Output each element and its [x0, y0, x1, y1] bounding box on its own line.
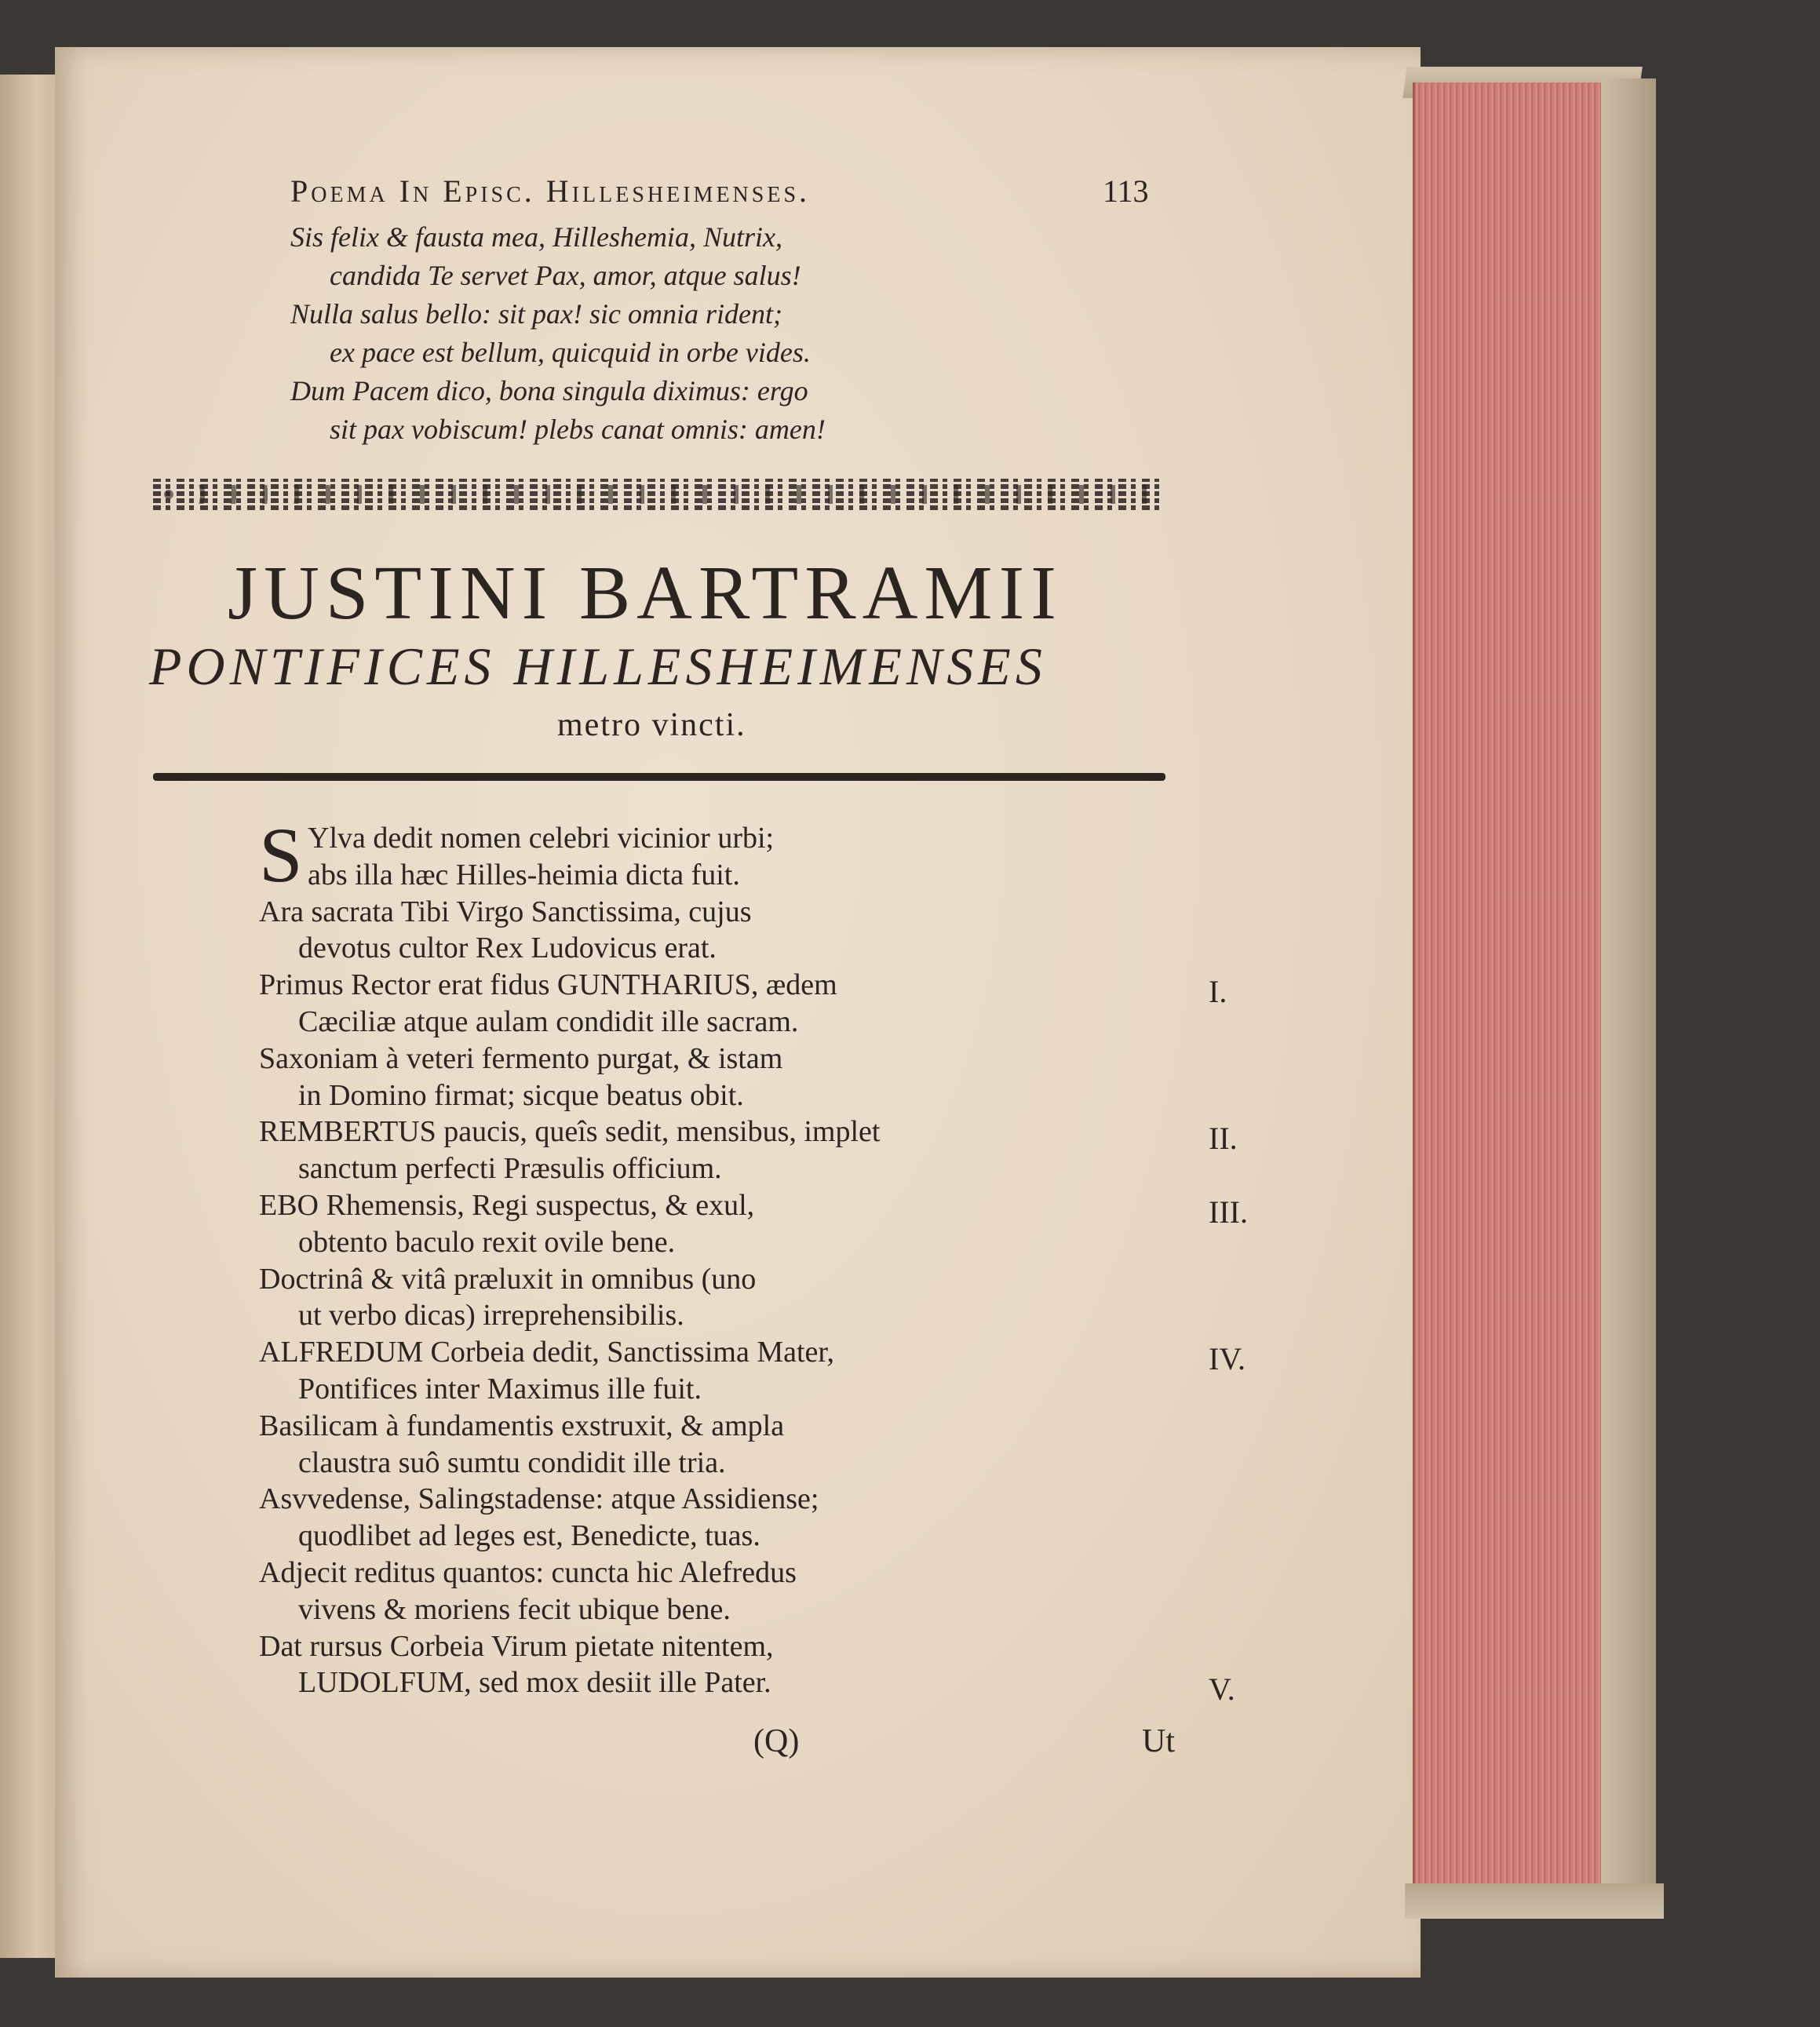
left-page-edge [0, 75, 60, 1958]
section-title-author: JUSTINI BARTRAMII [228, 551, 1063, 636]
verse-line: in Domino firmat; sicque beatus obit. [298, 1078, 744, 1112]
verse-line: Basilicam à fundamentis exstruxit, & ampla [259, 1409, 785, 1442]
verse-line: obtento baculo rexit ovile bene. [298, 1225, 676, 1259]
poem-line: sit pax vobiscum! plebs canat omnis: amen! [330, 414, 826, 445]
poem-line: candida Te servet Pax, amor, atque salus! [330, 260, 801, 291]
poem-line: Nulla salus bello: sit pax! sic omnia rident; [290, 298, 782, 330]
verse-line: Adjecit reditus quantos: cuncta hic Alefredus [259, 1555, 797, 1589]
verse-line: Dat rursus Corbeia Virum pietate nitentem, [259, 1629, 774, 1663]
page-number: 113 [1103, 173, 1149, 209]
verse-line: Pontifices inter Maximus ille fuit. [298, 1372, 702, 1405]
verse-line: Saxoniam à veteri fermento purgat, & istam [259, 1041, 783, 1075]
drop-capital: S [259, 811, 303, 899]
section-title-sub: metro vincti. [557, 707, 746, 743]
verse-body [259, 811, 881, 1701]
verse-line: abs illa hæc Hilles-heimia dicta fuit. [308, 858, 740, 891]
verse-line: devotus cultor Rex Ludovicus erat. [298, 931, 717, 965]
verse-line: Ara sacrata Tibi Virgo Sanctissima, cujus [259, 895, 752, 928]
verse-line: Doctrinâ & vitâ præluxit in omnibus (uno [259, 1262, 757, 1296]
bishop-numeral: IV. [1209, 1341, 1246, 1377]
verse-line: Primus Rector erat fidus GUNTHARIUS, ædem [259, 968, 837, 1002]
signature-mark: (Q) [753, 1723, 800, 1759]
verse-line: quodlibet ad leges est, Benedicte, tuas. [298, 1519, 760, 1553]
poem-line: Sis felix & fausta mea, Hilleshemia, Nutrix, [290, 221, 782, 253]
verse-line: Cæciliæ atque aulam condidit ille sacram. [298, 1004, 799, 1038]
verse-line: REMBERTUS paucis, queîs sedit, mensibus, implet [259, 1115, 881, 1149]
verse-line: claustra suô sumtu condidit ille tria. [298, 1446, 726, 1479]
verse-line: LUDOLFUM, sed mox desiit ille Pater. [298, 1666, 771, 1700]
running-title: Poema In Episc. Hillesheimenses. [290, 173, 811, 209]
verse-line: Ylva dedit nomen celebri vicinior urbi; [308, 822, 775, 855]
verse-line: Asvvedense, Salingstadense: atque Assidiense; [259, 1482, 819, 1516]
catchword: Ut [1142, 1723, 1175, 1759]
ornament-band-fleurons [153, 485, 1165, 504]
poem-line: ex pace est bellum, quicquid in orbe vides. [330, 337, 811, 368]
cover-board-right [1601, 78, 1656, 1915]
verse-line: sanctum perfecti Præsulis officium. [298, 1152, 722, 1186]
bishop-numeral: II. [1209, 1121, 1238, 1157]
cover-board-bottom [1405, 1883, 1664, 1919]
verse-line: ut verbo dicas) irreprehensibilis. [298, 1299, 684, 1332]
verse-line: EBO Rhemensis, Regi suspectus, & exul, [259, 1188, 755, 1222]
poem-line: Dum Pacem dico, bona singula diximus: ergo [290, 375, 808, 406]
bishop-numeral: V. [1209, 1672, 1235, 1708]
verse-line: vivens & moriens fecit ubique bene. [298, 1592, 731, 1626]
title-rule [153, 773, 1165, 781]
bishop-numeral: III. [1209, 1194, 1248, 1230]
page-edges-red [1413, 82, 1611, 1887]
bishop-numeral: I. [1209, 974, 1227, 1010]
section-title-main: PONTIFICES HILLESHEIMENSES [149, 636, 1047, 696]
poem-stanza [290, 218, 826, 449]
verse-line: ALFREDUM Corbeia dedit, Sanctissima Mater, [259, 1336, 835, 1369]
